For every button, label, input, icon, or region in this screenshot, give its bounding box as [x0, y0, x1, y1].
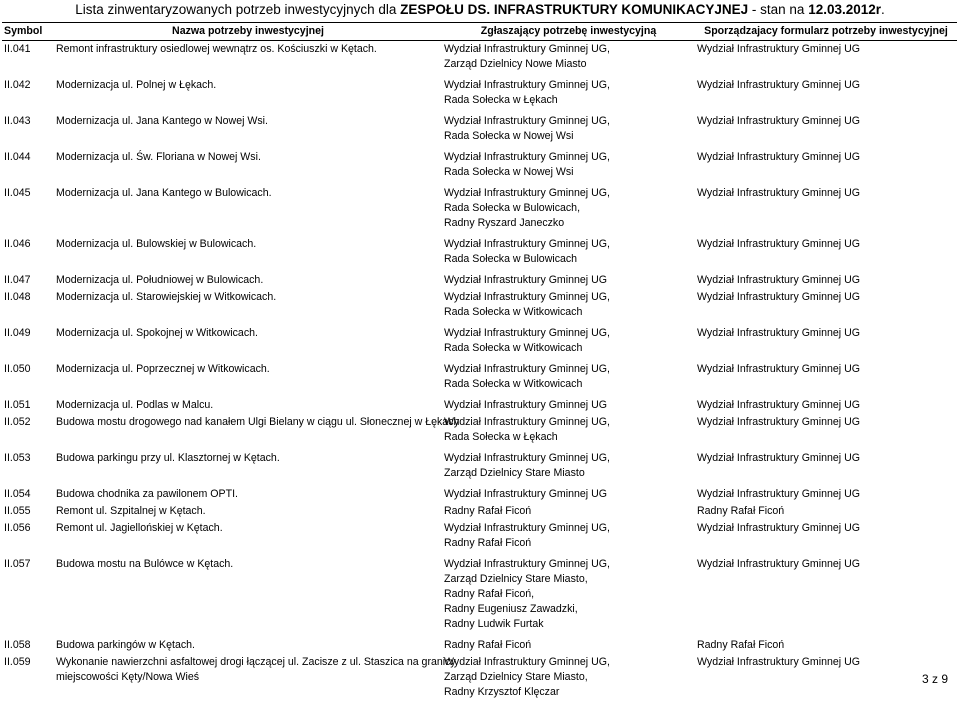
cell-symbol: II.042 — [2, 77, 54, 113]
cell-symbol: II.048 — [2, 289, 54, 325]
cell-symbol: II.041 — [2, 41, 54, 78]
page-title — [0, 0, 960, 20]
table-row — [2, 486, 957, 503]
cell-symbol: II.046 — [2, 236, 54, 272]
cell-applicant — [442, 397, 695, 414]
cell-symbol: II.054 — [2, 486, 54, 503]
cell-preparer: Wydział Infrastruktury Gminnej UG — [695, 361, 957, 397]
cell-name — [54, 113, 442, 149]
cell-applicant — [442, 414, 695, 450]
applicant-line: Wydział Infrastruktury Gminnej UG — [444, 487, 693, 502]
cell-name — [54, 236, 442, 272]
table-row — [2, 450, 957, 486]
applicant-line: Wydział Infrastruktury Gminnej UG, — [444, 186, 693, 201]
cell-preparer: Wydział Infrastruktury Gminnej UG — [695, 41, 957, 78]
cell-name — [54, 637, 442, 654]
name-line: miejscowości Kęty/Nowa Wieś — [56, 670, 440, 685]
cell-symbol: II.044 — [2, 149, 54, 185]
cell-applicant — [442, 289, 695, 325]
cell-applicant — [442, 113, 695, 149]
title-text-mid: - stan na — [748, 2, 808, 17]
header-name: Nazwa potrzeby inwestycyjnej — [54, 23, 442, 41]
cell-preparer: Wydział Infrastruktury Gminnej UG — [695, 654, 957, 705]
table-row — [2, 41, 957, 78]
table-row — [2, 185, 957, 236]
name-line: Budowa mostu drogowego nad kanałem Ulgi Bielany w ciągu ul. Słonecznej w Łękach — [56, 415, 440, 430]
cell-symbol: II.049 — [2, 325, 54, 361]
title-text: Lista zinwentaryzowanych potrzeb inwestycyjnych dla — [75, 2, 400, 17]
cell-name — [54, 149, 442, 185]
cell-symbol: II.052 — [2, 414, 54, 450]
cell-symbol: II.051 — [2, 397, 54, 414]
cell-symbol: II.045 — [2, 185, 54, 236]
name-line: Modernizacja ul. Podlas w Malcu. — [56, 398, 440, 413]
table-row — [2, 77, 957, 113]
name-line: Budowa chodnika za pawilonem OPTI. — [56, 487, 440, 502]
name-line: Modernizacja ul. Poprzecznej w Witkowicach. — [56, 362, 440, 377]
applicant-line: Radny Ryszard Janeczko — [444, 216, 693, 231]
cell-name — [54, 397, 442, 414]
applicant-line: Wydział Infrastruktury Gminnej UG, — [444, 451, 693, 466]
applicant-line: Rada Sołecka w Nowej Wsi — [444, 129, 693, 144]
applicant-line: Wydział Infrastruktury Gminnej UG, — [444, 78, 693, 93]
applicant-line: Radny Rafał Ficoń — [444, 504, 693, 519]
applicant-line: Wydział Infrastruktury Gminnej UG, — [444, 326, 693, 341]
applicant-line: Rada Sołecka w Łękach — [444, 430, 693, 445]
cell-name — [54, 486, 442, 503]
cell-symbol: II.056 — [2, 520, 54, 556]
applicant-line: Rada Sołecka w Bulowicach — [444, 252, 693, 267]
name-line: Modernizacja ul. Spokojnej w Witkowicach. — [56, 326, 440, 341]
applicant-line: Rada Sołecka w Witkowicach — [444, 305, 693, 320]
applicant-line: Wydział Infrastruktury Gminnej UG, — [444, 114, 693, 129]
cell-preparer: Wydział Infrastruktury Gminnej UG — [695, 325, 957, 361]
applicant-line: Radny Ludwik Furtak — [444, 617, 693, 632]
cell-preparer: Wydział Infrastruktury Gminnej UG — [695, 486, 957, 503]
table-row — [2, 637, 957, 654]
applicant-line: Rada Sołecka w Nowej Wsi — [444, 165, 693, 180]
applicant-line: Wydział Infrastruktury Gminnej UG, — [444, 42, 693, 57]
cell-name — [54, 450, 442, 486]
table-row — [2, 520, 957, 556]
applicant-line: Wydział Infrastruktury Gminnej UG, — [444, 150, 693, 165]
name-line: Budowa parkingu przy ul. Klasztornej w Kętach. — [56, 451, 440, 466]
cell-applicant — [442, 149, 695, 185]
cell-preparer: Wydział Infrastruktury Gminnej UG — [695, 149, 957, 185]
cell-preparer: Wydział Infrastruktury Gminnej UG — [695, 520, 957, 556]
page-number: 3 z 9 — [922, 672, 948, 686]
applicant-line: Wydział Infrastruktury Gminnej UG, — [444, 415, 693, 430]
applicant-line: Zarząd Dzielnicy Nowe Miasto — [444, 57, 693, 72]
table-header — [2, 23, 957, 41]
cell-symbol: II.050 — [2, 361, 54, 397]
cell-applicant — [442, 41, 695, 78]
name-line: Budowa mostu na Bulówce w Kętach. — [56, 557, 440, 572]
name-line: Remont ul. Jagiellońskiej w Kętach. — [56, 521, 440, 536]
cell-preparer: Wydział Infrastruktury Gminnej UG — [695, 185, 957, 236]
table-row — [2, 503, 957, 520]
cell-preparer: Wydział Infrastruktury Gminnej UG — [695, 450, 957, 486]
applicant-line: Radny Krzysztof Klęczar — [444, 685, 693, 700]
cell-preparer: Wydział Infrastruktury Gminnej UG — [695, 236, 957, 272]
cell-applicant — [442, 486, 695, 503]
table-row — [2, 325, 957, 361]
cell-preparer: Wydział Infrastruktury Gminnej UG — [695, 77, 957, 113]
cell-preparer: Wydział Infrastruktury Gminnej UG — [695, 397, 957, 414]
cell-symbol: II.055 — [2, 503, 54, 520]
applicant-line: Wydział Infrastruktury Gminnej UG, — [444, 237, 693, 252]
cell-preparer: Wydział Infrastruktury Gminnej UG — [695, 414, 957, 450]
applicant-line: Wydział Infrastruktury Gminnej UG, — [444, 557, 693, 572]
name-line: Modernizacja ul. Starowiejskiej w Witkowicach. — [56, 290, 440, 305]
cell-preparer: Wydział Infrastruktury Gminnej UG — [695, 289, 957, 325]
cell-preparer: Radny Rafał Ficoń — [695, 637, 957, 654]
cell-symbol: II.057 — [2, 556, 54, 637]
cell-name — [54, 654, 442, 705]
applicant-line: Wydział Infrastruktury Gminnej UG, — [444, 655, 693, 670]
name-line: Modernizacja ul. Jana Kantego w Bulowicach. — [56, 186, 440, 201]
name-line: Modernizacja ul. Jana Kantego w Nowej Wsi. — [56, 114, 440, 129]
needs-table — [2, 22, 957, 705]
cell-symbol: II.058 — [2, 637, 54, 654]
applicant-line: Zarząd Dzielnicy Stare Miasto — [444, 466, 693, 481]
cell-applicant — [442, 654, 695, 705]
cell-name — [54, 77, 442, 113]
name-line: Modernizacja ul. Św. Floriana w Nowej Wsi. — [56, 150, 440, 165]
applicant-line: Wydział Infrastruktury Gminnej UG, — [444, 290, 693, 305]
cell-preparer: Radny Rafał Ficoń — [695, 503, 957, 520]
header-preparer: Sporządzajacy formularz potrzeby inwestycyjnej — [695, 23, 957, 41]
table-row — [2, 113, 957, 149]
table-row — [2, 361, 957, 397]
cell-applicant — [442, 556, 695, 637]
applicant-line: Rada Sołecka w Łękach — [444, 93, 693, 108]
applicant-line: Radny Rafał Ficoń, — [444, 587, 693, 602]
title-date: 12.03.2012r — [808, 2, 881, 17]
table-row — [2, 414, 957, 450]
header-symbol: Symbol — [2, 23, 54, 41]
cell-name — [54, 289, 442, 325]
applicant-line: Wydział Infrastruktury Gminnej UG, — [444, 521, 693, 536]
applicant-line: Radny Rafał Ficoń — [444, 638, 693, 653]
table-row — [2, 654, 957, 705]
applicant-line: Radny Eugeniusz Zawadzki, — [444, 602, 693, 617]
cell-applicant — [442, 450, 695, 486]
cell-symbol: II.043 — [2, 113, 54, 149]
name-line: Remont infrastruktury osiedlowej wewnątrz os. Kościuszki w Kętach. — [56, 42, 440, 57]
name-line: Modernizacja ul. Południowej w Bulowicach. — [56, 273, 440, 288]
applicant-line: Rada Sołecka w Bulowicach, — [444, 201, 693, 216]
applicant-line: Rada Sołecka w Witkowicach — [444, 341, 693, 356]
applicant-line: Wydział Infrastruktury Gminnej UG — [444, 273, 693, 288]
cell-applicant — [442, 637, 695, 654]
name-line: Wykonanie nawierzchni asfaltowej drogi łączącej ul. Zacisze z ul. Staszica na granicy — [56, 655, 440, 670]
title-text-end: . — [881, 2, 885, 17]
header-applicant: Zgłaszający potrzebę inwestycyjną — [442, 23, 695, 41]
cell-name — [54, 503, 442, 520]
applicant-line: Wydział Infrastruktury Gminnej UG, — [444, 362, 693, 377]
cell-applicant — [442, 272, 695, 289]
table-row — [2, 236, 957, 272]
cell-applicant — [442, 185, 695, 236]
table-row — [2, 397, 957, 414]
cell-symbol: II.047 — [2, 272, 54, 289]
cell-name — [54, 520, 442, 556]
cell-name — [54, 325, 442, 361]
title-team: ZESPOŁU DS. INFRASTRUKTURY KOMUNIKACYJNEJ — [400, 2, 748, 17]
table-row — [2, 289, 957, 325]
cell-name — [54, 361, 442, 397]
name-line: Modernizacja ul. Bulowskiej w Bulowicach. — [56, 237, 440, 252]
table-row — [2, 149, 957, 185]
table-row — [2, 272, 957, 289]
applicant-line: Wydział Infrastruktury Gminnej UG — [444, 398, 693, 413]
cell-name — [54, 41, 442, 78]
cell-preparer: Wydział Infrastruktury Gminnej UG — [695, 556, 957, 637]
cell-name — [54, 272, 442, 289]
table-body — [2, 41, 957, 705]
cell-preparer: Wydział Infrastruktury Gminnej UG — [695, 113, 957, 149]
name-line: Modernizacja ul. Polnej w Łękach. — [56, 78, 440, 93]
cell-symbol: II.059 — [2, 654, 54, 705]
cell-applicant — [442, 325, 695, 361]
name-line: Budowa parkingów w Kętach. — [56, 638, 440, 653]
cell-name — [54, 185, 442, 236]
applicant-line: Rada Sołecka w Witkowicach — [444, 377, 693, 392]
cell-name — [54, 556, 442, 637]
cell-applicant — [442, 503, 695, 520]
cell-applicant — [442, 361, 695, 397]
cell-applicant — [442, 77, 695, 113]
cell-name — [54, 414, 442, 450]
cell-preparer: Wydział Infrastruktury Gminnej UG — [695, 272, 957, 289]
applicant-line: Radny Rafał Ficoń — [444, 536, 693, 551]
table-row — [2, 556, 957, 637]
cell-applicant — [442, 520, 695, 556]
name-line: Remont ul. Szpitalnej w Kętach. — [56, 504, 440, 519]
applicant-line: Zarząd Dzielnicy Stare Miasto, — [444, 670, 693, 685]
cell-symbol: II.053 — [2, 450, 54, 486]
applicant-line: Zarząd Dzielnicy Stare Miasto, — [444, 572, 693, 587]
cell-applicant — [442, 236, 695, 272]
